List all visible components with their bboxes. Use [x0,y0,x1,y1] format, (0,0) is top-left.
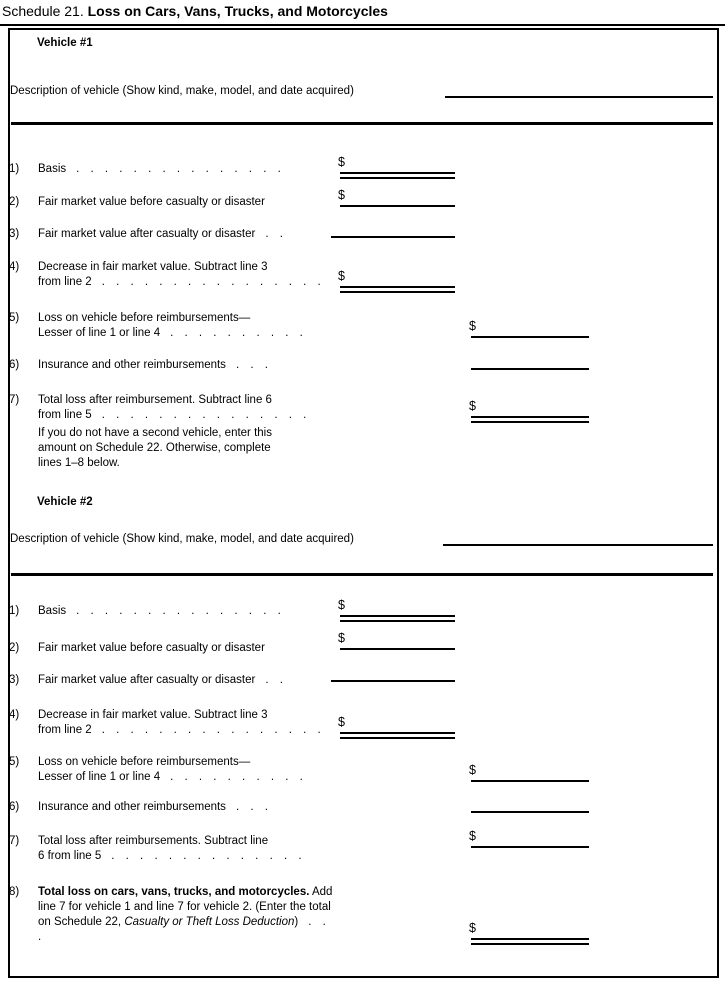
line-label: Basis . . . . . . . . . . . . . . . [38,605,282,617]
dot-leader: . . [265,674,284,686]
vehicle1-description-label: Description of vehicle (Show kind, make, model, and date acquired) [10,85,354,97]
line-number: 1) [9,605,20,617]
line-number: 6) [9,359,20,371]
dollar-sign: $ [469,319,476,333]
line-number: 1) [9,163,20,175]
line8-regular-text: Add line 7 for vehicle 1 and line 7 for vehicle 2. (Enter the total on Schedule 22, [38,886,333,928]
single-underline [471,368,589,370]
dollar-sign: $ [469,921,476,935]
line-number: 4) [9,709,20,721]
dollar-sign: $ [469,399,476,413]
single-underline [471,846,589,848]
dollar-sign: $ [338,155,345,169]
line-number: 5) [9,756,20,768]
double-underline [340,732,455,739]
dollar-sign: $ [338,269,345,283]
v1-line7-note: If you do not have a second vehicle, enter this amount on Schedule 22. Otherwise, complete lines 1–8 below. [38,427,272,469]
page-title [2,3,388,19]
vehicle1-heading: Vehicle #1 [37,37,93,49]
double-underline [340,172,455,179]
dot-leader: . . . . . . . . . . . . . . . . [101,724,322,736]
v1-line5-amount-field[interactable] [471,319,589,345]
vehicle1-description-field[interactable] [445,96,713,98]
line-number: 5) [9,312,20,324]
single-underline [471,811,589,813]
dot-leader: . . . . . . . . . . [170,771,304,783]
line-label: Decrease in fair market value. Subtract line 3 from line 2 . . . . . . . . . . . . . . . . [38,709,322,736]
line-label: Fair market value before casualty or disaster [38,642,265,654]
line-label: Total loss after reimbursements. Subtract line 6 from line 5 . . . . . . . . . . . . . . [38,835,303,862]
line-label: Loss on vehicle before reimbursements— Lesser of line 1 or line 4 . . . . . . . . . . [38,756,304,783]
line-label [38,885,338,945]
dot-leader: . . . [235,359,269,371]
v2-line4-amount-field[interactable] [340,715,455,741]
double-underline [340,615,455,622]
dot-leader: . . . . . . . . . . . . . . . [101,409,308,421]
dot-leader: . . . . . . . . . . . . . . . . [101,276,322,288]
dot-leader: . . . . . . . . . . [170,327,304,339]
double-underline [340,286,455,293]
single-underline [471,780,589,782]
single-underline [340,205,455,207]
dot-leader: . . . [235,801,269,813]
dollar-sign: $ [338,631,345,645]
v1-line7-amount-field[interactable] [471,399,589,425]
dollar-sign: $ [338,598,345,612]
line-label: Decrease in fair market value. Subtract line 3 from line 2 . . . . . . . . . . . . . . . . [38,261,322,288]
line-number: 8) [9,886,20,898]
line-number: 7) [9,394,20,406]
line8-closing-paren: ) [294,916,299,928]
line-number: 7) [9,835,20,847]
line-label: Total loss after reimbursement. Subtract line 6 from line 5 . . . . . . . . . . . . . . . [38,394,308,421]
line8-italic-text: Casualty or Theft Loss Deduction [124,916,295,928]
dollar-sign: $ [338,715,345,729]
dot-leader: . . . . . . . . . . . . . . . [76,163,282,175]
section-divider [11,573,713,576]
dot-leader: . . . . . . . . . . . . . . . [76,605,282,617]
v2-line2-amount-field[interactable] [340,631,455,657]
dollar-sign: $ [469,763,476,777]
single-underline [331,680,455,682]
single-underline [331,236,455,238]
line-number: 2) [9,196,20,208]
schedule-name: Loss on Cars, Vans, Trucks, and Motorcycles [87,3,388,19]
line-label: Insurance and other reimbursements . . . [38,801,269,813]
line-label: Insurance and other reimbursements . . . [38,359,269,371]
line-label: Loss on vehicle before reimbursements— Lesser of line 1 or line 4 . . . . . . . . . . [38,312,304,339]
line-number: 3) [9,228,20,240]
line-number: 4) [9,261,20,273]
dollar-sign: $ [338,188,345,202]
line-number: 3) [9,674,20,686]
dot-leader: . . . . . . . . . . . . . . [111,850,303,862]
v2-line5-amount-field[interactable] [471,763,589,789]
double-underline [471,938,589,945]
line-number: 2) [9,642,20,654]
v2-line1-amount-field[interactable] [340,598,455,624]
v1-line2-amount-field[interactable] [340,188,455,214]
line-label: Fair market value before casualty or disaster [38,196,265,208]
v1-line4-amount-field[interactable] [340,269,455,295]
v2-line7-amount-field[interactable] [471,829,589,855]
v1-line1-amount-field[interactable] [340,155,455,181]
line-number: 6) [9,801,20,813]
v1-line6-amount-field[interactable] [471,351,589,377]
vehicle2-description-label: Description of vehicle (Show kind, make, model, and date acquired) [10,533,354,545]
double-underline [471,416,589,423]
single-underline [340,648,455,650]
v2-line6-amount-field[interactable] [471,794,589,820]
title-rule [0,24,725,26]
line8-bold-text: Total loss on cars, vans, trucks, and motorcycles. [38,886,310,898]
schedule-number: Schedule 21. [2,3,84,19]
v2-line3-amount-field[interactable] [331,663,455,689]
line-label: Basis . . . . . . . . . . . . . . . [38,163,282,175]
dollar-sign: $ [469,829,476,843]
section-divider [11,122,713,125]
dot-leader: . . . [38,916,327,943]
vehicle2-heading: Vehicle #2 [37,496,93,508]
vehicle2-description-field[interactable] [443,544,713,546]
line-label: Fair market value after casualty or disaster . . [38,228,284,240]
dot-leader: . . [265,228,284,240]
v1-line3-amount-field[interactable] [331,219,455,245]
v2-line8-amount-field[interactable] [471,921,589,947]
line-label: Fair market value after casualty or disaster . . [38,674,284,686]
single-underline [471,336,589,338]
